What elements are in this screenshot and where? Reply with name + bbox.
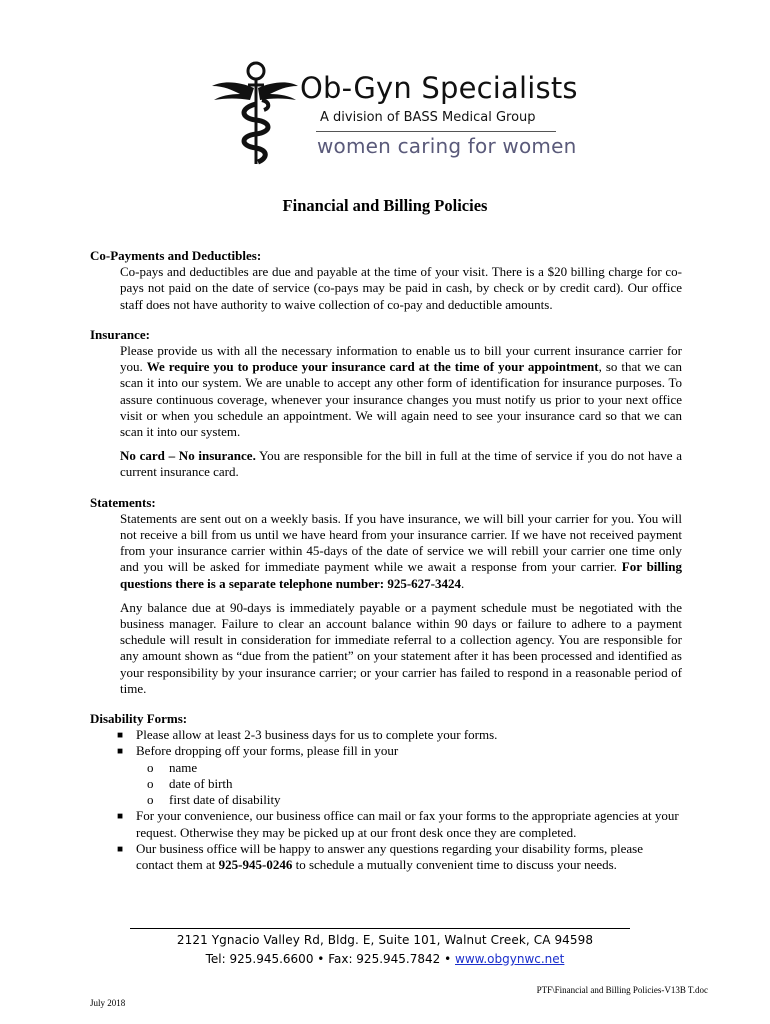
- sub-list-item: o date of birth: [147, 775, 233, 791]
- insurance-text: Please provide us with all the necessary information to enable us to bill your current insurance carrier for you. We require you to produce your insurance card at the time of your appointment, so that we can scan it into our system. We are unable to accept any other form of identification for insurance purposes. To assure continuous coverage, whenever your insurance changes you must notify us prior to your next office visit or when you schedule an appointment. We will again need to see your insurance card so that we can scan it into our system.: [120, 343, 682, 440]
- brand-name: Ob-Gyn Specialists: [300, 71, 578, 105]
- copay-text: Co-pays and deductibles are due and payable at the time of your visit. There is a $20 billing charge for co-pays not paid on the date of service (co-pays may be paid in cash, by check or by credit card). Our office staff does not have authority to waive collection of co-pay and deductible amounts.: [120, 264, 682, 312]
- brand-subtitle: A division of BASS Medical Group: [320, 110, 536, 125]
- brand-logo: [210, 58, 580, 168]
- list-item: ■ For your convenience, our business office can mail or fax your forms to the appropriate agencies at your request. Otherwise they may be picked up at our front desk once they are completed.: [117, 808, 679, 840]
- fax-number: Fax: 925.945.7842: [328, 952, 441, 966]
- separator-dot: •: [317, 952, 325, 966]
- footer-contact: [0, 952, 770, 966]
- bullet-square-icon: ■: [117, 811, 124, 823]
- footer-divider: [130, 928, 630, 929]
- insurance-heading: Insurance:: [90, 326, 150, 342]
- brand-divider: [316, 131, 556, 132]
- list-item: ■ Before dropping off your forms, please fill in your o name o date of birth o first date of disability: [90, 743, 682, 808]
- brand-tagline: women caring for women: [317, 134, 577, 158]
- page-title: Financial and Billing Policies: [282, 196, 488, 215]
- disability-heading: Disability Forms:: [90, 711, 188, 727]
- phone-number: Tel: 925.945.6600: [205, 952, 314, 966]
- bullet-square-icon: ■: [117, 746, 124, 758]
- balance-text: Any balance due at 90-days is immediately payable or a payment schedule must be negotiated with the business manager. Failure to clear an account balance within 90 days or failure to adhere to a payment schedule will result in consideration for immediate referral to a collection agency. You are responsible for any amount shown as “due from the patient” on your statement after it has been processed and identified as your responsibility by your insurance carrier; or your carrier has failed to respond in a reasonable period of time.: [120, 599, 682, 696]
- bullet-circle-icon: o: [147, 792, 154, 808]
- statements-heading: Statements:: [90, 494, 156, 510]
- separator-dot: •: [444, 952, 452, 966]
- caduceus-female-symbol-icon: [210, 58, 300, 168]
- info-sublist: [136, 760, 682, 809]
- bullet-circle-icon: o: [147, 775, 154, 791]
- policy-body: [90, 248, 682, 873]
- bullet-square-icon: ■: [117, 843, 124, 855]
- bullet-square-icon: ■: [117, 730, 124, 742]
- document-date: July 2018: [90, 998, 126, 1008]
- list-item: ■ Please allow at least 2-3 business days for us to complete your forms.: [90, 727, 682, 743]
- list-item: ■ Our business office will be happy to answer any questions regarding your disability forms, please contact them at 925-945-0246 to schedule a mutually convenient time to discuss your needs.: [117, 840, 644, 872]
- statements-text: Statements are sent out on a weekly basis. If you have insurance, we will bill your carrier for you. You will not receive a bill from us until we have heard from your insurance carrier. If we have not received payment from your insurance carrier within 45-days of the date of service we will rebill your carrier one time only and you will be asked for immediate payment while we await a response from your carrier. For billing questions there is a separate telephone number: 925-627-3424.: [120, 510, 682, 591]
- footer-address: 2121 Ygnacio Valley Rd, Bldg. E, Suite 101, Walnut Creek, CA 94598: [176, 933, 594, 947]
- file-reference: PTF\Financial and Billing Policies-V13B T.doc: [536, 985, 708, 995]
- sub-list-item: o first date of disability: [147, 792, 281, 808]
- no-card-text: No card – No insurance. You are responsible for the bill in full at the time of service if you do not have a current insurance card.: [120, 448, 682, 480]
- disability-list: [90, 727, 682, 873]
- copay-heading: Co-Payments and Deductibles:: [90, 248, 262, 263]
- bullet-circle-icon: o: [147, 759, 154, 775]
- website-link[interactable]: www.obgynwc.net: [455, 952, 565, 966]
- sub-list-item: o name: [147, 759, 198, 775]
